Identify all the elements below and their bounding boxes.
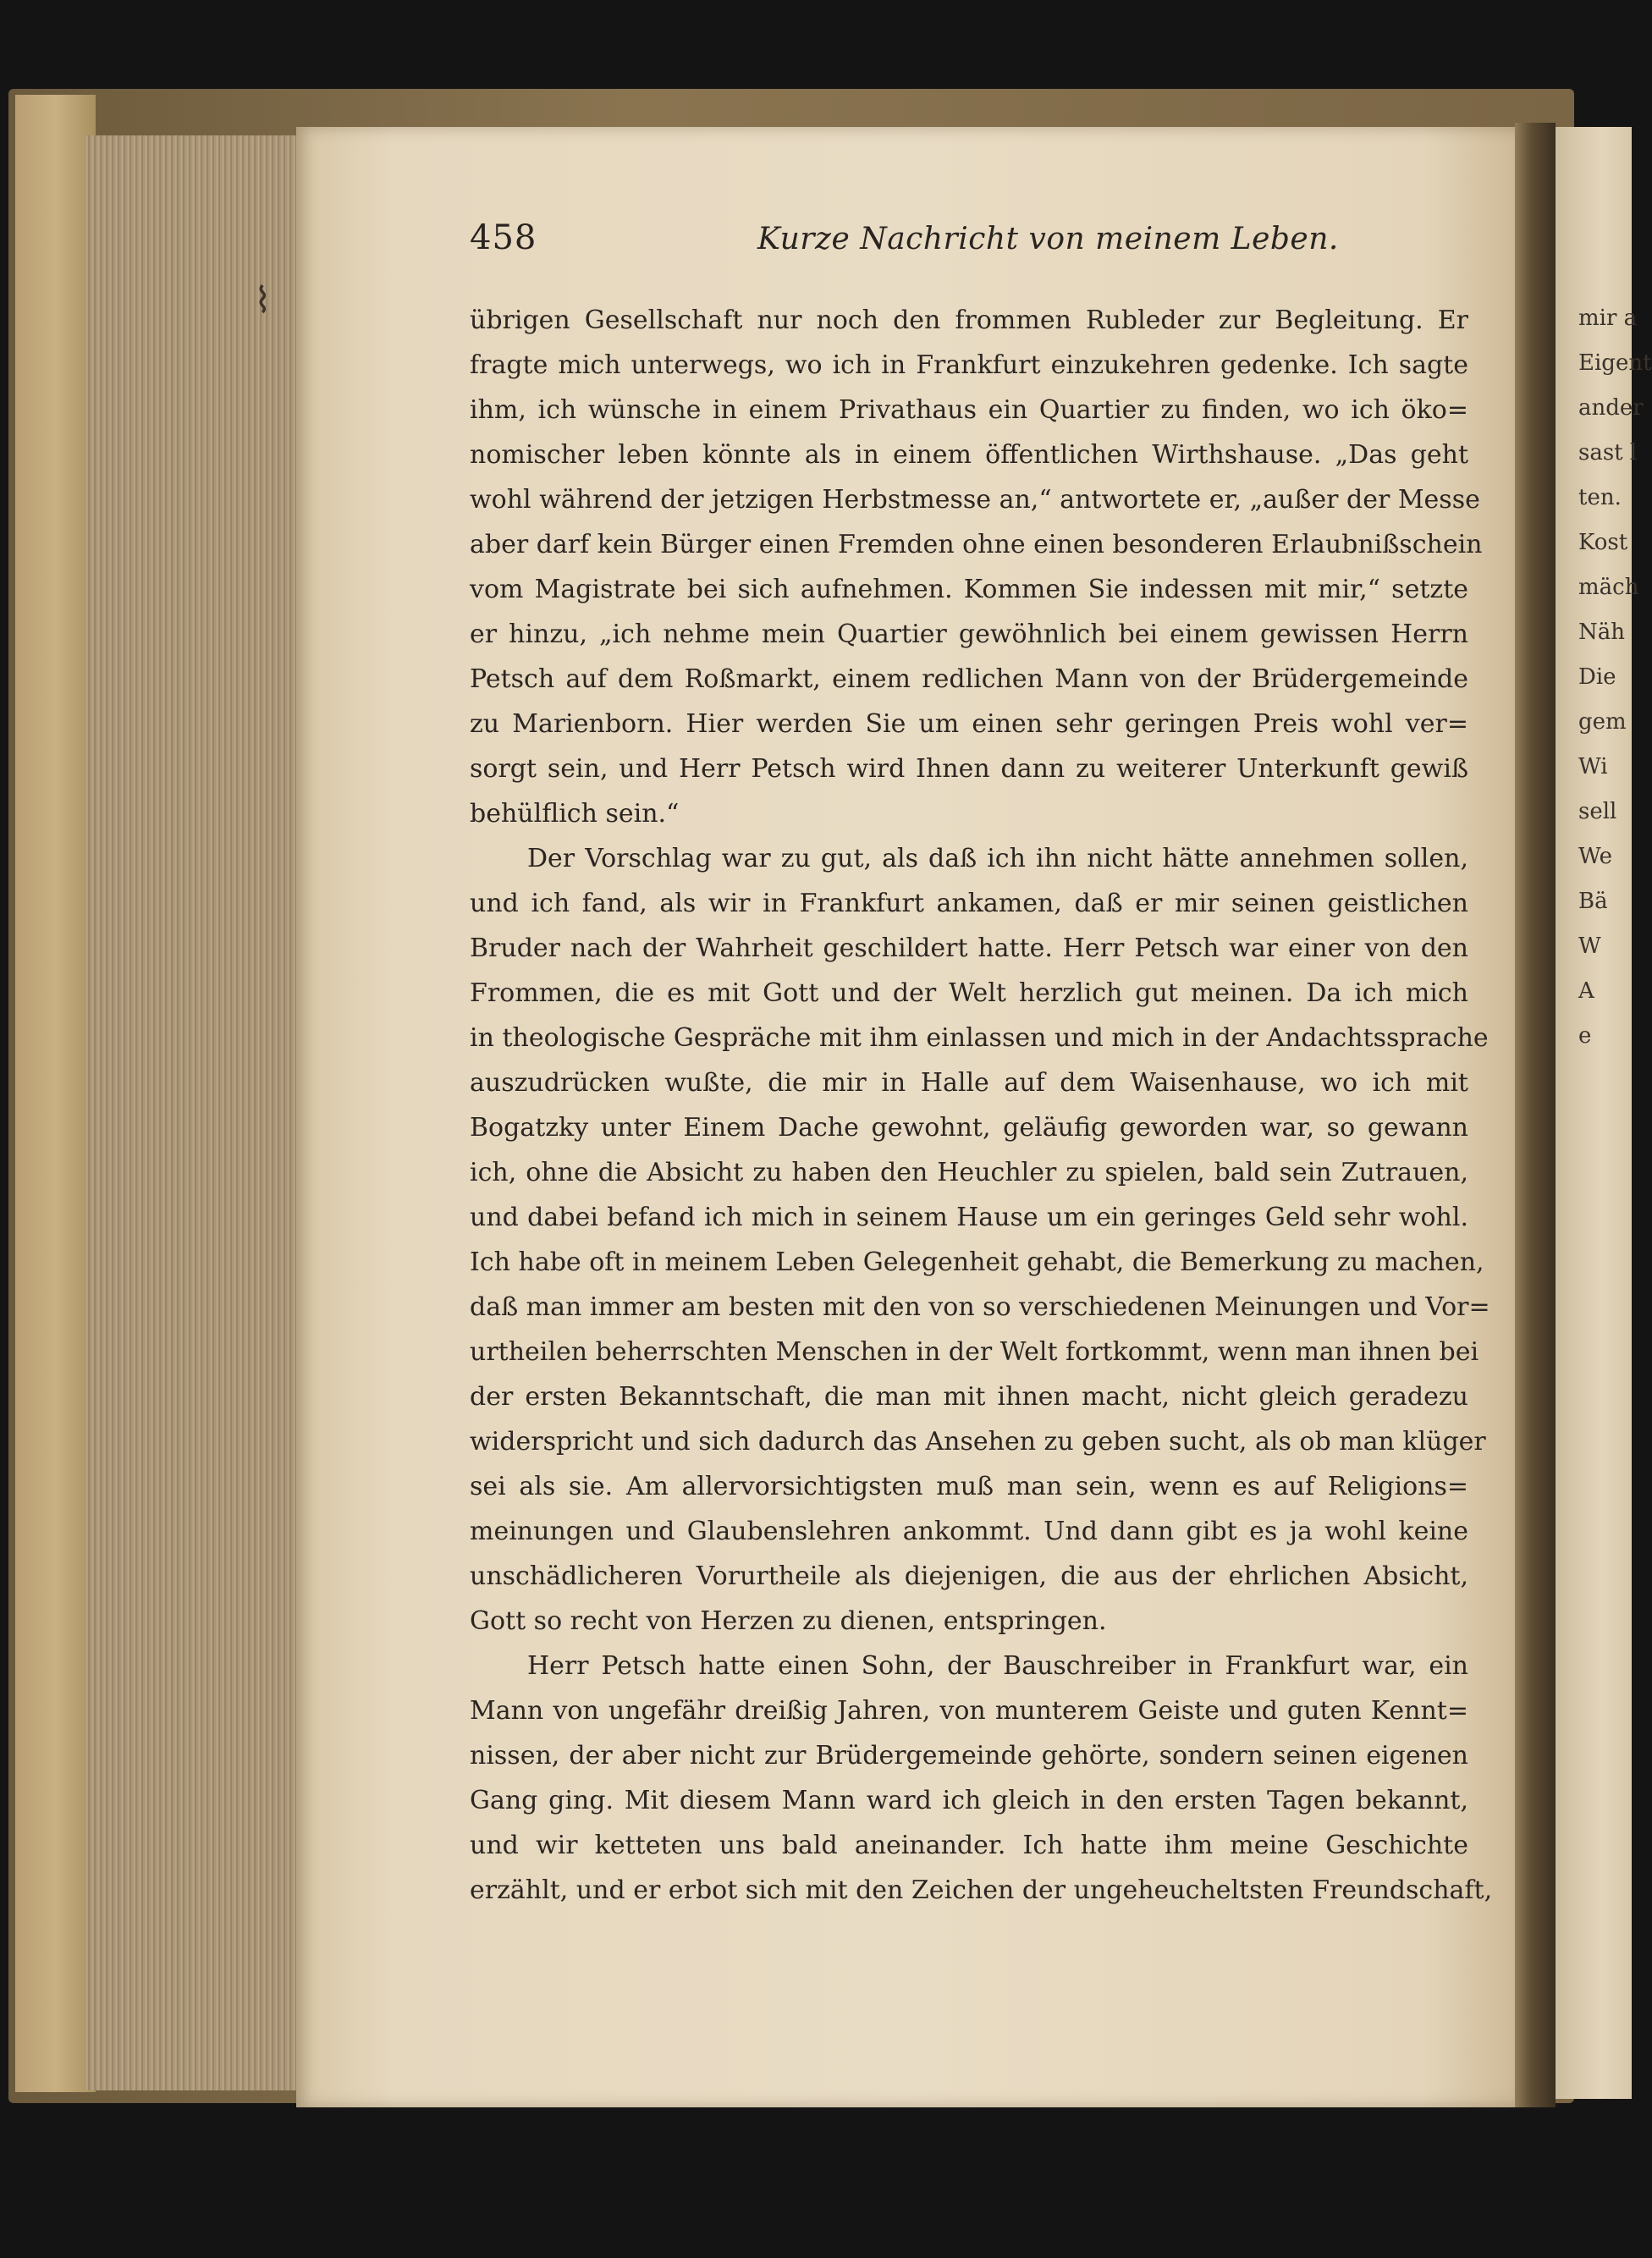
book-gutter [1515, 123, 1556, 2107]
facing-page-fragment: sell [1578, 799, 1617, 824]
text-line: der ersten Bekanntschaft, die man mit ihnen macht, nicht gleich geradezu [470, 1382, 1468, 1412]
text-line: sorgt sein, und Herr Petsch wird Ihnen dann zu weiterer Unterkunft gewiß [470, 754, 1468, 784]
facing-page-fragment: Die [1578, 664, 1616, 690]
facing-page-fragment: Näh [1578, 620, 1625, 645]
text-line: übrigen Gesellschaft nur noch den frommen Rubleder zur Begleitung. Er [470, 306, 1468, 335]
facing-page-fragment: e [1578, 1023, 1592, 1049]
text-line: in theologische Gespräche mit ihm einlassen und mich in der Andachtssprache [470, 1023, 1489, 1053]
text-line: fragte mich unterwegs, wo ich in Frankfurt einzukehren gedenke. Ich sagte [470, 350, 1468, 380]
running-title: Kurze Nachricht von meinem Leben. [757, 222, 1339, 256]
pencil-mark: ⌇ [254, 279, 272, 321]
facing-page-fragment: sast l [1578, 440, 1638, 465]
text-line: unschädlicheren Vorurtheile als diejenigen, die aus der ehrlichen Absicht, [470, 1561, 1468, 1591]
text-line: Ich habe oft in meinem Leben Gelegenheit gehabt, die Bemerkung zu machen, [470, 1247, 1484, 1277]
text-line: nissen, der aber nicht zur Brüdergemeinde gehörte, sondern seinen eigenen [470, 1741, 1468, 1771]
text-line: nomischer leben könnte als in einem öffentlichen Wirthshause. „Das geht [470, 440, 1468, 470]
text-line: widerspricht und sich dadurch das Ansehen zu geben sucht, als ob man klüger [470, 1427, 1486, 1457]
text-line: Gang ging. Mit diesem Mann ward ich gleich in den ersten Tagen bekannt, [470, 1786, 1468, 1815]
text-line: Bogatzky unter Einem Dache gewohnt, geläufig geworden war, so gewann [470, 1113, 1468, 1143]
text-line: Herr Petsch hatte einen Sohn, der Bauschreiber in Frankfurt war, ein [527, 1651, 1468, 1681]
facing-page-text [1578, 296, 1652, 1059]
text-line: zu Marienborn. Hier werden Sie um einen sehr geringen Preis wohl ver= [470, 709, 1468, 739]
text-line: behülflich sein.“ [470, 799, 680, 829]
facing-page-fragment: mäch [1578, 575, 1639, 600]
facing-page-fragment: We [1578, 844, 1612, 869]
facing-page-fragment: Wi [1578, 754, 1608, 779]
text-line: Bruder nach der Wahrheit geschildert hatte. Herr Petsch war einer von den [470, 933, 1468, 963]
body-text [470, 298, 1493, 1913]
text-line: ich, ohne die Absicht zu haben den Heuchler zu spielen, bald sein Zutrauen, [470, 1158, 1468, 1187]
facing-page-fragment: ander [1578, 395, 1644, 421]
facing-page-fragment: Kost [1578, 530, 1628, 555]
text-line: Petsch auf dem Roßmarkt, einem redlichen Mann von der Brüdergemeinde [470, 664, 1468, 694]
text-line: Mann von ungefähr dreißig Jahren, von munterem Geiste und guten Kennt= [470, 1696, 1468, 1726]
text-line: sei als sie. Am allervorsichtigsten muß man sein, wenn es auf Religions= [470, 1472, 1468, 1501]
page-number: 458 [470, 218, 537, 257]
text-line: ihm, ich wünsche in einem Privathaus ein Quartier zu finden, wo ich öko= [470, 395, 1468, 425]
facing-page-fragment: ten. [1578, 485, 1622, 510]
facing-page-fragment: Bä [1578, 889, 1608, 914]
facing-page-fragment: mir a [1578, 306, 1638, 331]
page-edges [85, 135, 313, 2090]
text-line: Der Vorschlag war zu gut, als daß ich ihn nicht hätte annehmen sollen, [527, 844, 1468, 873]
page-header [470, 218, 1519, 269]
book-spine [15, 95, 96, 2092]
text-line: daß man immer am besten mit den von so verschiedenen Meinungen und Vor= [470, 1292, 1490, 1322]
facing-page-fragment: W [1578, 933, 1601, 959]
facing-page-fragment: Eigent [1578, 350, 1652, 376]
text-line: erzählt, und er erbot sich mit den Zeichen der ungeheucheltsten Freundschaft, [470, 1875, 1493, 1905]
text-line: auszudrücken wußte, die mir in Halle auf dem Waisenhause, wo ich mit [470, 1068, 1468, 1098]
text-line: wohl während der jetzigen Herbstmesse an,“ antwortete er, „außer der Messe [470, 485, 1480, 515]
text-line: er hinzu, „ich nehme mein Quartier gewöhnlich bei einem gewissen Herrn [470, 620, 1468, 649]
facing-page-fragment: A [1578, 978, 1594, 1004]
text-line: und dabei befand ich mich in seinem Hause um ein geringes Geld sehr wohl. [470, 1203, 1468, 1232]
facing-page-fragment: gem [1578, 709, 1627, 735]
text-line: aber darf kein Bürger einen Fremden ohne einen besonderen Erlaubnißschein [470, 530, 1483, 559]
text-line: vom Magistrate bei sich aufnehmen. Kommen Sie indessen mit mir,“ setzte [470, 575, 1468, 604]
text-line: und wir ketteten uns bald aneinander. Ich hatte ihm meine Geschichte [470, 1831, 1468, 1860]
text-line: urtheilen beherrschten Menschen in der Welt fortkommt, wenn man ihnen bei [470, 1337, 1479, 1367]
text-line: meinungen und Glaubenslehren ankommt. Und dann gibt es ja wohl keine [470, 1517, 1468, 1546]
text-line: Gott so recht von Herzen zu dienen, entspringen. [470, 1606, 1107, 1636]
text-line: Frommen, die es mit Gott und der Welt herzlich gut meinen. Da ich mich [470, 978, 1468, 1008]
text-line: und ich fand, als wir in Frankfurt ankamen, daß er mir seinen geistlichen [470, 889, 1468, 918]
